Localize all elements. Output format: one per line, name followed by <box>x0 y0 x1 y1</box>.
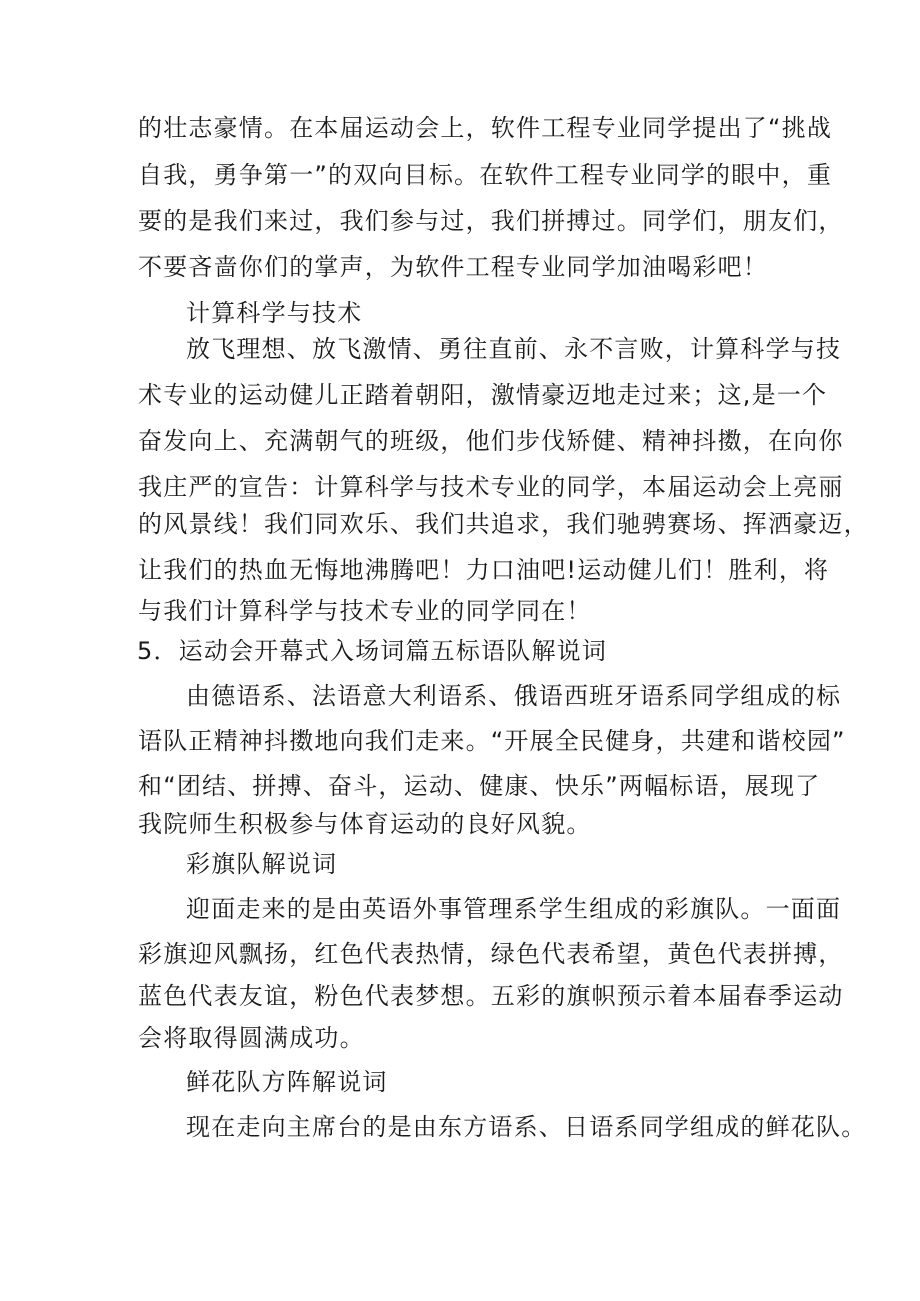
paragraph-line: 要的是我们来过，我们参与过，我们拼搏过。同学们，朋友们， <box>138 207 844 235</box>
numbered-heading: 5．运动会开幕式入场词篇五标语队解说词 <box>137 637 608 665</box>
paragraph-line: 由德语系、法语意大利语系、俄语西班牙语系同学组成的标 <box>186 682 842 710</box>
paragraph-line: 不要吝啬你们的掌声，为软件工程专业同学加油喝彩吧！ <box>138 253 768 281</box>
section-heading: 鲜花队方阵解说词 <box>186 1068 388 1096</box>
paragraph-line: 自我，勇争第一”的双向目标。在软件工程专业同学的眼中，重 <box>138 161 833 189</box>
paragraph-line: 放飞理想、放飞激情、勇往直前、永不言败，计算科学与技 <box>186 335 842 363</box>
paragraph-line: 让我们的热血无悔地沸腾吧！力口油吧!运动健儿们！胜利，将 <box>138 556 830 584</box>
paragraph-line: 术专业的运动健儿正踏着朝阳，激情豪迈地走过来；这,是一个 <box>138 381 828 409</box>
paragraph-line: 的风景线！我们同欢乐、我们共追求，我们驰骋赛场、挥洒豪迈， <box>138 510 869 538</box>
paragraph-line: 的壮志豪情。在本届运动会上，软件工程专业同学提出了“挑战 <box>138 114 833 142</box>
paragraph-line: 彩旗迎风飘扬，红色代表热情，绿色代表希望，黄色代表拼搏， <box>138 940 844 968</box>
paragraph-line: 语队正精神抖擞地向我们走来。“开展全民健身，共建和谐校园” <box>138 727 846 755</box>
paragraph-line: 迎面走来的是由英语外事管理系学生组成的彩旗队。一面面 <box>186 895 842 923</box>
paragraph-line: 奋发向上、充满朝气的班级，他们步伐矫健、精神抖擞，在向你 <box>138 427 844 455</box>
paragraph-line: 蓝色代表友谊，粉色代表梦想。五彩的旗帜预示着本届春季运动 <box>138 982 844 1010</box>
paragraph-line: 我庄严的宣告：计算科学与技术专业的同学，本届运动会上亮丽 <box>138 473 844 501</box>
paragraph-line: 我院师生积极参与体育运动的良好风貌。 <box>138 810 592 838</box>
paragraph-line: 和“团结、拼搏、奋斗，运动、健康、快乐”两幅标语，展现了 <box>138 772 821 800</box>
section-heading: 彩旗队解说词 <box>186 850 338 878</box>
paragraph-line: 会将取得圆满成功。 <box>138 1024 365 1052</box>
paragraph-line: 与我们计算科学与技术专业的同学同在！ <box>138 597 592 625</box>
section-heading: 计算科学与技术 <box>186 299 363 327</box>
paragraph-line: 现在走向主席台的是由东方语系、日语系同学组成的鲜花队。 <box>186 1113 867 1141</box>
